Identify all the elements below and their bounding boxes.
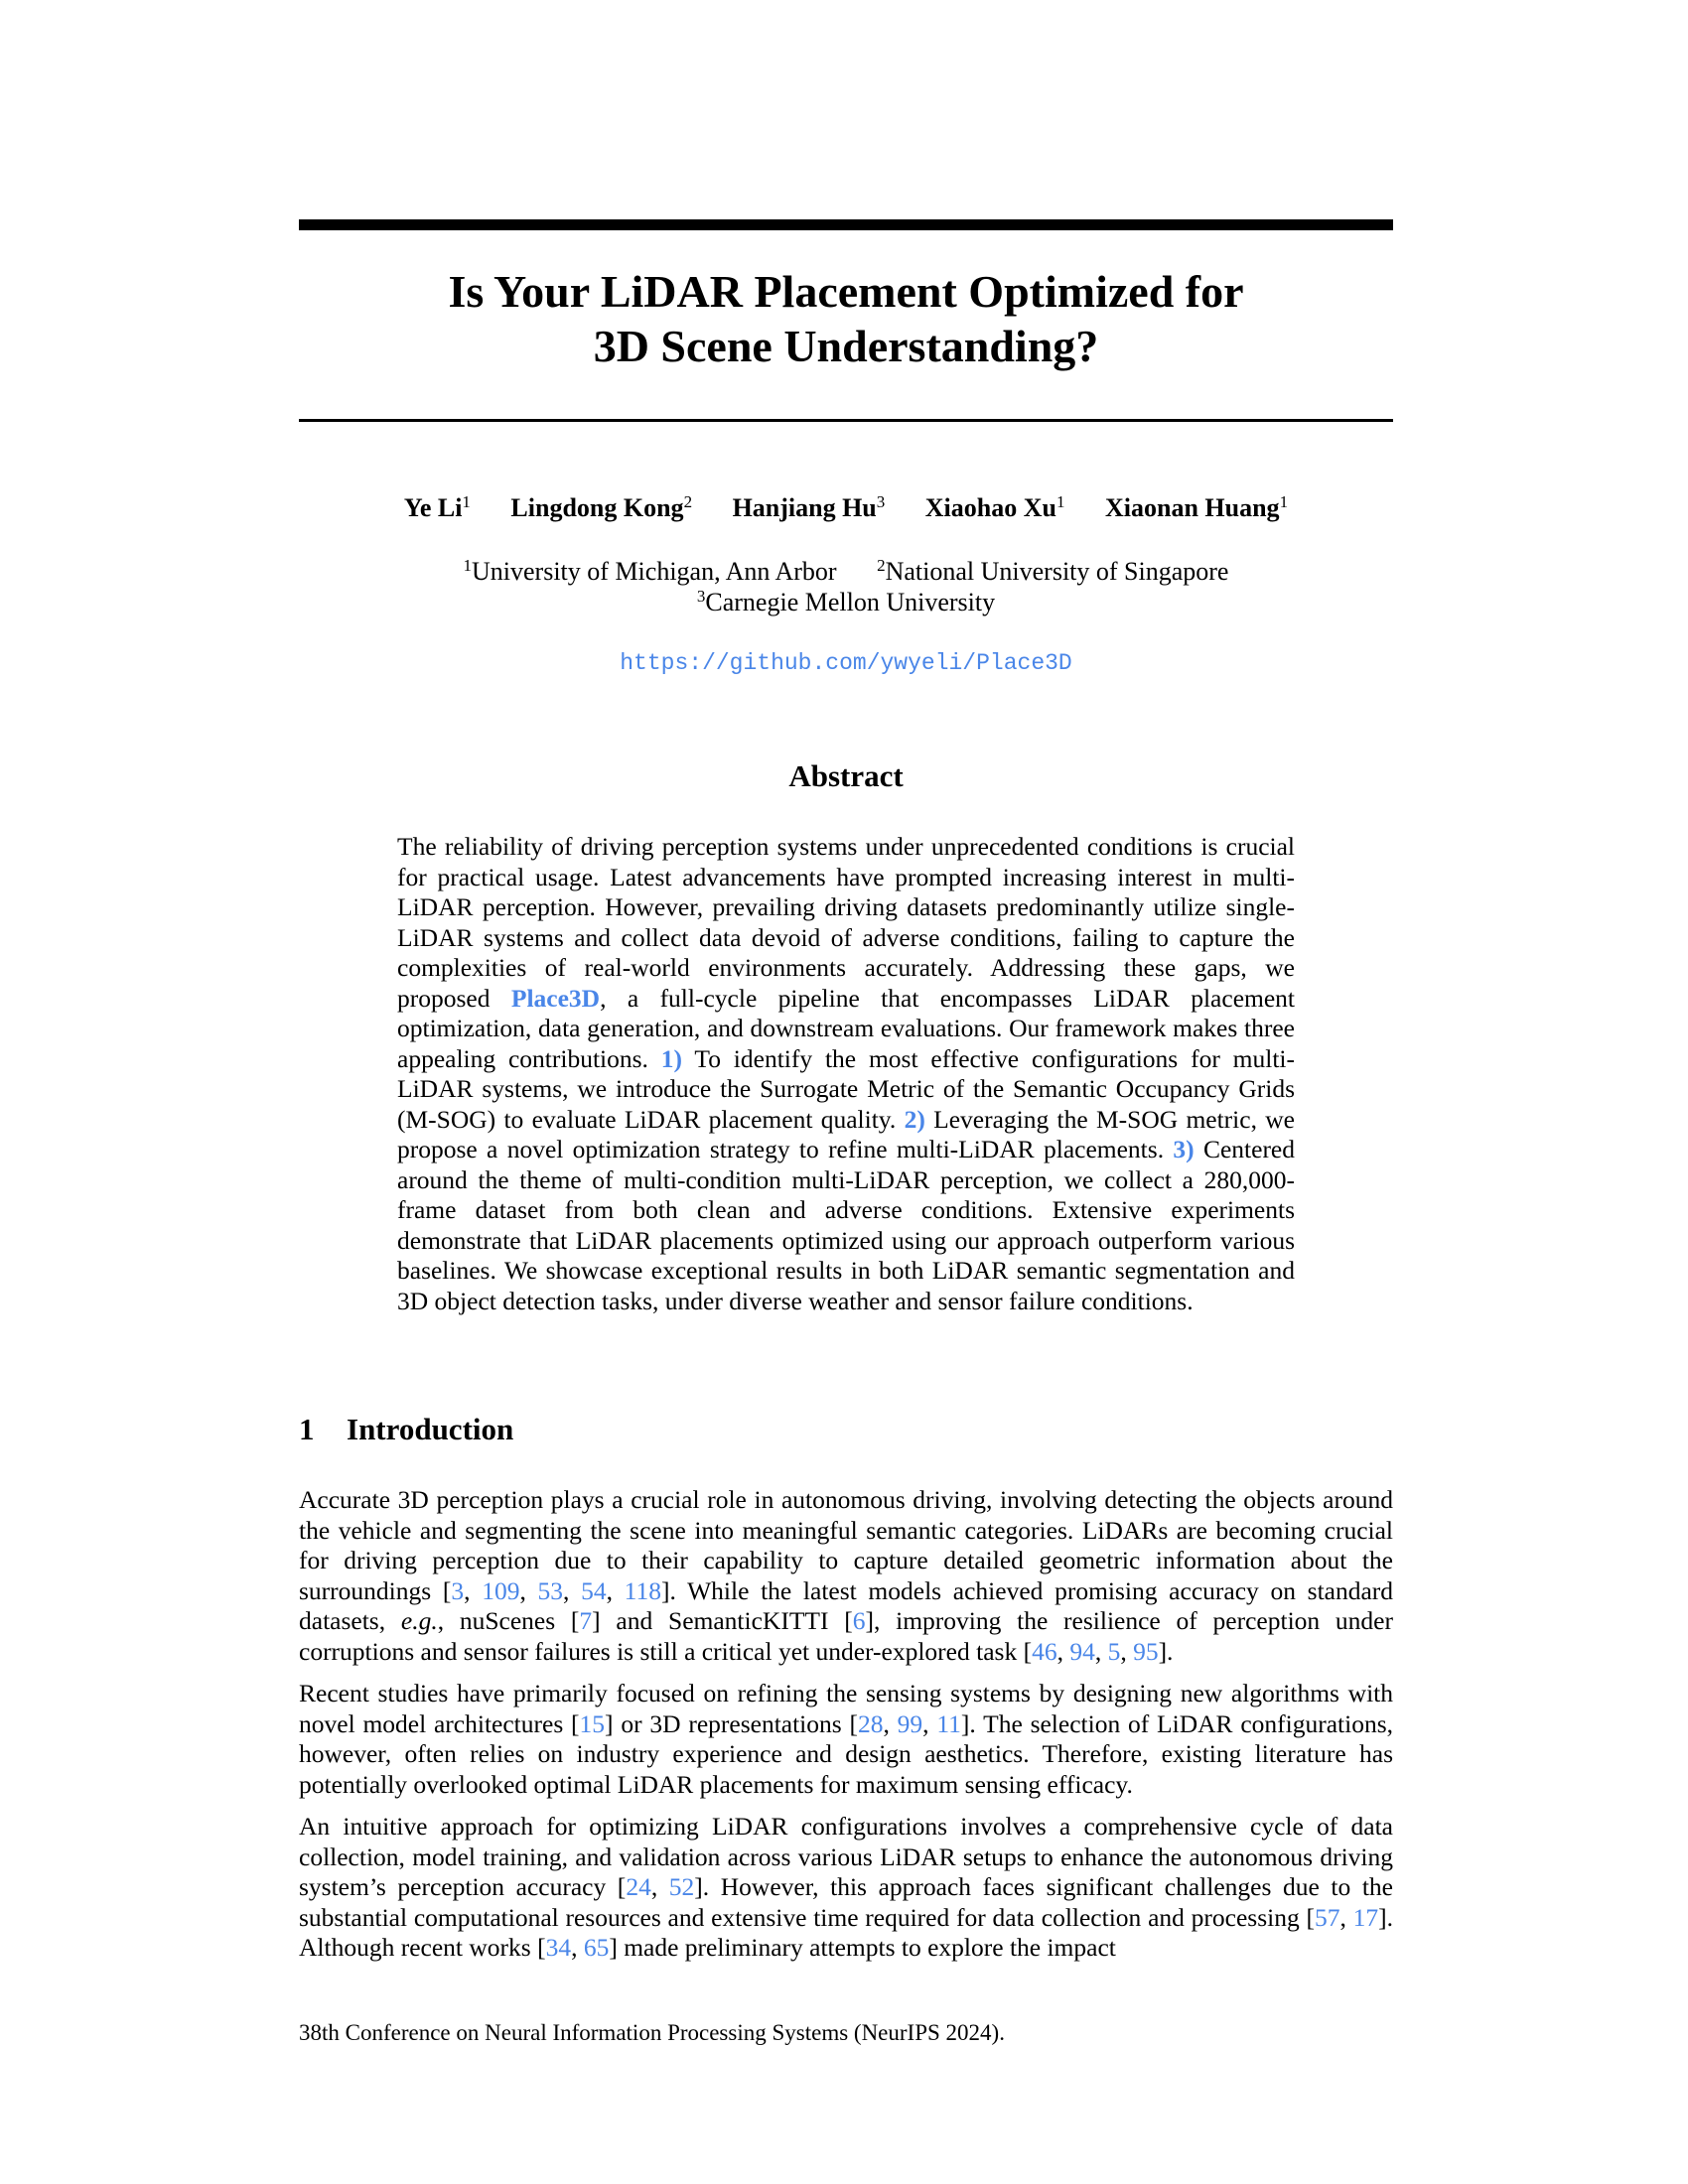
section-number: 1 (299, 1412, 315, 1446)
citation-link[interactable]: 5 (1107, 1636, 1121, 1666)
author (510, 493, 692, 523)
abstract-segment: , a full-cycle pipeline that encompasses LiDAR placement optimization, data generation, and downstream evaluations. Our framework makes three appealing contributions. (397, 983, 1295, 1073)
author-affiliation-mark: 1 (1279, 492, 1289, 511)
text-segment: ], improving the resilience of perception under corruptions and sensor failures is still a critical yet under-explored task [ (299, 1606, 1393, 1666)
title-top-rule (299, 219, 1393, 230)
citation-link[interactable]: 109 (482, 1575, 520, 1605)
citation-link[interactable]: 57 (1314, 1902, 1340, 1932)
text-segment: ]. Although recent works [ (299, 1902, 1394, 1962)
author-affiliation-mark: 1 (1055, 492, 1065, 511)
project-url-link[interactable]: https://github.com/ywyeli/Place3D (620, 650, 1072, 676)
intro-paragraph-3: An intuitive approach for optimizing LiDAR configurations involves a comprehensive cycle of data collection, model training, and validation across various LiDAR setups to enhance the autonomous driving system’s perception accuracy [24, 52]. However, this approach faces significant challenges due to the substantial computational resources and extensive time required for data collection and processing [57, 17]. Although recent works [34, 65] made preliminary attempts to explore the impact (299, 1812, 1394, 1962)
text-segment: Recent studies have primarily focused on refining the sensing systems by designing new algorithms with novel model architectures [ (299, 1679, 1393, 1738)
citation-link[interactable]: 11 (936, 1708, 961, 1738)
author (404, 493, 471, 523)
citation-link[interactable]: 7 (579, 1606, 593, 1635)
conference-footnote: 38th Conference on Neural Information Processing Systems (NeurIPS 2024). (299, 2020, 1005, 2045)
text-segment: ] made preliminary attempts to explore the impact (609, 1933, 1116, 1962)
contribution-3-link[interactable]: 3) (1173, 1135, 1195, 1163)
affiliation-name: University of Michigan, Ann Arbor (472, 557, 837, 586)
affiliation-list (299, 556, 1393, 617)
affiliation (697, 587, 995, 617)
author-affiliation-mark: 2 (683, 492, 693, 511)
citation-link[interactable]: 53 (537, 1575, 564, 1605)
author-affiliation-mark: 3 (876, 492, 886, 511)
citation-link[interactable]: 118 (624, 1575, 661, 1605)
citation-link[interactable]: 94 (1069, 1636, 1095, 1666)
text-segment: ]. (1158, 1636, 1174, 1666)
text-segment: Accurate 3D perception plays a crucial role in autonomous driving, involving detecting the objects around the vehicle and segmenting the scene into meaningful semantic categories. LiDARs are becoming crucial for driving perception due to their capability to capture detailed geometric information about the surroundings [ (299, 1485, 1393, 1605)
citation-link[interactable]: 52 (668, 1872, 695, 1901)
affiliation-mark: 2 (877, 556, 886, 575)
title-bottom-rule (299, 419, 1393, 422)
text-segment: ]. However, this approach faces significant challenges due to the substantial computational resources and extensive time required for data collection and processing [ (299, 1872, 1393, 1932)
intro-paragraph-2: Recent studies have primarily focused on refining the sensing systems by designing new algorithms with novel model architectures [15] or 3D representations [28, 99, 11]. The selection of LiDAR configurations, however, often relies on industry experience and design aesthetics. Therefore, existing literature has potentially overlooked optimal LiDAR placements for maximum sensing efficacy. (299, 1679, 1394, 1799)
citation-link[interactable]: 54 (581, 1575, 607, 1605)
contribution-1-link[interactable]: 1) (660, 1043, 683, 1073)
citation-link[interactable]: 95 (1133, 1636, 1159, 1666)
text-segment: ]. While the latest models achieved promising accuracy on standard datasets, (299, 1575, 1394, 1635)
citation-link[interactable]: 34 (545, 1933, 572, 1962)
author-name: Lingdong Kong (510, 493, 684, 522)
author-name: Hanjiang Hu (732, 493, 877, 522)
citation-link[interactable]: 46 (1032, 1636, 1057, 1666)
section-heading-introduction (299, 1412, 513, 1447)
author (1105, 493, 1288, 523)
text-segment: ]. The selection of LiDAR configurations, however, often relies on industry experience and design aesthetics. Therefore, existing literature has potentially overlooked optimal LiDAR placements for maximum sensing efficacy. (299, 1708, 1394, 1799)
author-name: Xiaonan Huang (1104, 493, 1280, 522)
abstract-segment: The reliability of driving perception systems under unprecedented conditions is crucial for practical usage. Latest advancements have prompted increasing interest in multi-LiDAR perception. However, prevailing driving datasets predominantly utilize single-LiDAR systems and collect data devoid of adverse conditions, failing to capture the complexities of real-world environments accurately. Addressing these gaps, we proposed (397, 832, 1295, 1013)
citation-link[interactable]: 99 (897, 1708, 923, 1738)
affiliation-mark: 1 (463, 556, 473, 575)
author-affiliation-mark: 1 (462, 492, 471, 511)
contribution-2-link[interactable]: 2) (904, 1104, 925, 1134)
text-segment: ] and SemanticKITTI [ (592, 1606, 853, 1635)
citation-link[interactable]: 15 (579, 1708, 606, 1738)
author-name: Ye Li (403, 493, 463, 522)
title-line-1: Is Your LiDAR Placement Optimized for (448, 266, 1244, 317)
intro-paragraph-1: Accurate 3D perception plays a crucial role in autonomous driving, involving detecting the objects around the vehicle and segmenting the scene into meaningful semantic categories. LiDARs are becoming crucial for driving perception due to their capability to capture detailed geometric information about the surroundings [3, 109, 53, 54, 118]. While the latest models achieved promising accuracy on standard datasets, e.g., nuScenes [7] and SemanticKITTI [6], improving the resilience of perception under corruptions and sensor failures is still a critical yet under-explored task [46, 94, 5, 95]. (299, 1485, 1394, 1666)
text-segment: ] or 3D representations [ (605, 1708, 858, 1738)
abstract-segment: To identify the most effective configurations for multi-LiDAR systems, we introduce the Surrogate Metric of the Semantic Occupancy Grids (M-SOG) to evaluate LiDAR placement quality. (397, 1043, 1295, 1134)
affiliation (877, 556, 1228, 587)
introduction-body (299, 1485, 1393, 1976)
section-title: Introduction (347, 1412, 514, 1446)
affiliation-mark: 3 (696, 587, 706, 606)
author (925, 493, 1065, 523)
citation-link[interactable]: 3 (451, 1575, 465, 1605)
abstract-segment: Centered around the theme of multi-condition multi-LiDAR perception, we collect a 280,000-frame dataset from both clean and adverse conditions. Extensive experiments demonstrate that LiDAR placements optimized using our approach outperform various baselines. We showcase exceptional results in both LiDAR semantic segmentation and 3D object detection tasks, under diverse weather and sensor failure conditions. (397, 1135, 1295, 1315)
citation-link[interactable]: 28 (857, 1708, 884, 1738)
citation-link[interactable]: 65 (583, 1933, 610, 1962)
author-name: Xiaohao Xu (924, 493, 1056, 522)
abstract-heading: Abstract (788, 758, 904, 793)
affiliation (464, 556, 837, 587)
text-segment: e.g. (400, 1606, 438, 1635)
author-list (299, 493, 1393, 523)
affiliation-name: Carnegie Mellon University (705, 588, 996, 616)
abstract-segment: Leveraging the M-SOG metric, we propose a novel optimization strategy to refine multi-LiDAR placements. (397, 1104, 1295, 1163)
text-segment: , nuScenes [ (437, 1606, 580, 1635)
author (733, 493, 886, 523)
citation-link[interactable]: 17 (1352, 1902, 1379, 1932)
method-name-link[interactable]: Place3D (510, 983, 601, 1013)
affiliation-name: National University of Singapore (885, 557, 1229, 586)
text-segment: An intuitive approach for optimizing LiDAR configurations involves a comprehensive cycle of data collection, model training, and validation across various LiDAR setups to enhance the autonomous driving system’s perception accuracy [ (299, 1812, 1393, 1901)
citation-link[interactable]: 6 (852, 1606, 866, 1635)
citation-link[interactable]: 24 (626, 1872, 651, 1901)
abstract-text (397, 832, 1295, 1316)
paper-title (299, 264, 1393, 373)
title-line-2: 3D Scene Understanding? (593, 321, 1099, 371)
